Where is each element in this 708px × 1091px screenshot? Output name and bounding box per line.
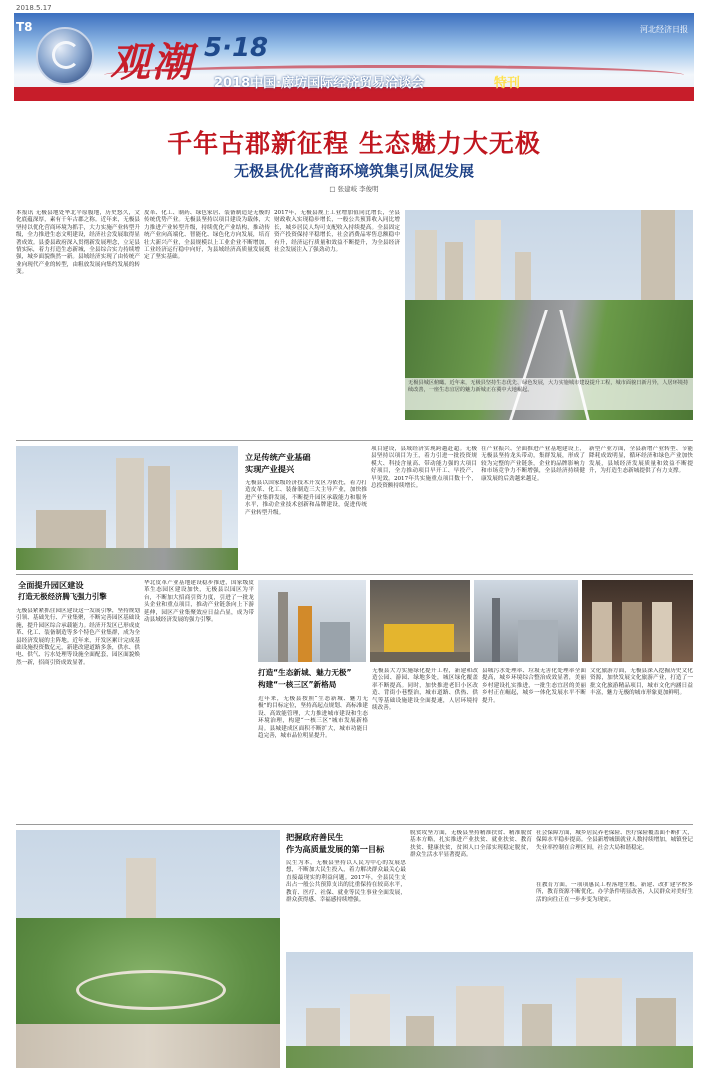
livelihood-text-3: 社会保障方面，城乡居民养老保险、医疗保险覆盖面不断扩大，保障水平稳步提高。全县新增城镇就业人数持续增加，城镇登记失业率控制在合理区间，社会大局和谐稳定。 <box>536 830 693 851</box>
section-heading-livelihood-1: 把握政府善民生 <box>286 832 344 842</box>
section-heading-industry-2: 实现产业提兴 <box>245 464 295 474</box>
page-number: T8 <box>16 20 33 34</box>
page-subtitle: 无极县优化营商环境筑集引凤促发展 <box>233 162 474 180</box>
expo-emblem-icon <box>36 27 94 85</box>
banner-subtitle: 2018中国·廊坊国际经济贸易洽谈会 <box>214 76 425 91</box>
banner-number: 5·18 <box>204 33 269 63</box>
ecology-text-1: 近年来，无极县按照“生态新城、魅力无极”的目标定位，坚持高起点规划、高标准建设、高效能管理，大力推进城市建设和生态环境治理，构建“一核三区”城市发展新格局。县城建成区面积不断扩大，城市功能日趋完善，城市品位明显提升。 <box>258 696 368 740</box>
factory-photo-3 <box>474 580 578 662</box>
new-city-skyline-photo <box>286 952 693 1068</box>
industry-text-1: 无极县以国家级经济技术开发区为依托，着力打造皮革、化工、装备制造三大主导产业，加快推进产业集群发展，不断提升园区承载能力和服务水平，推动企业技术创新和品牌建设，促进传统产业转型升级。 <box>245 480 367 516</box>
body-column-1: 本报讯 无极县地处华北平原腹地，历史悠久，文化底蕴深厚，素有千年古郡之称。近年来，无极县坚持以优化营商环境为抓手，大力实施产业转型升级，全力推进生态文明建设，经济社会发展取得显著成效。县委县政府深入贯彻新发展理念，立足县情实际，着力打造生态新城，全县综合实力持续增强，城乡面貌焕然一新。县域经济实现了由传统产业向现代产业的转型，由粗放发展向集约发展的转变。 <box>16 210 140 276</box>
livelihood-text-2: 脱贫攻坚方面，无极县坚持精准扶贫、精准脱贫基本方略，扎实推进产业扶贫、就业扶贫、教育扶贫、健康扶贫，贫困人口全部实现稳定脱贫，群众生活水平显著提高。 <box>410 830 532 859</box>
byline: □ 张建岐 李俊明 <box>329 185 379 193</box>
industrial-park-photo <box>16 446 238 570</box>
banner-word: 观潮 <box>110 39 194 86</box>
section-heading-park-2: 打造无极经济腾飞强力引擎 <box>18 592 107 601</box>
page-title: 千年古郡新征程 生态魅力大无极 <box>167 129 541 158</box>
masthead-banner <box>14 13 694 101</box>
residential-park-photo <box>16 830 280 1068</box>
newspaper-name: 河北经济日报 <box>640 25 688 34</box>
livelihood-text-4: 在教育方面，一项项惠民工程落地生根，新建、改扩建学校多所，教育资源不断优化，办学条件明显改善，人民群众对美好生活的向往正在一步步变为现实。 <box>536 882 693 903</box>
issue-date: 2018.5.17 <box>16 4 52 12</box>
section-heading-park-1: 全面提升园区建设 <box>18 580 84 590</box>
factory-photo-2 <box>370 580 470 662</box>
industry-text-3: 在产业振兴、全面推进产业基地建设上，无极县坚持龙头带动，集群发展，形成了较为完整的产业链条，企业的品牌影响力和市场竞争力不断增强，全县经济持续健康发展的后劲越来越足。 <box>481 446 585 482</box>
section-heading-ecology-1: 打造“生态新城、魅力无极” <box>258 668 352 677</box>
industry-text-4: 新型产业方面，全县新增产业转型、节能降耗成效明显，循环经济和绿色产业加快发展，县域经济发展质量和效益不断提升，为打造生态新城提供了有力支撑。 <box>589 446 693 475</box>
section-heading-livelihood-2: 作为高质量发展的第一目标 <box>286 844 385 854</box>
livelihood-text-1: 民生为本，无极县坚持以人民为中心的发展思想，不断加大民生投入，着力解决群众最关心最直接最现实的利益问题。2017年，全县民生支出占一般公共预算支出的比重保持在较高水平，教育、医疗、社保、就业等民生事业全面发展，群众获得感、幸福感持续增强。 <box>286 860 406 904</box>
banner-tag: 特刊 <box>494 76 521 91</box>
factory-photo-4 <box>582 580 693 662</box>
ecology-text-3: 县城污水处理率、垃圾无害化处理率全面提高，城乡环境综合整治成效显著，美丽乡村建设扎实推进，一批生态宜居的美丽乡村正在崛起，城乡一体化发展水平不断提升。 <box>482 668 586 704</box>
park-text-1: 无极县紧紧抓住园区建设这一发展引擎，坚持规划引领、基础先行、产业集聚，不断完善园区基础设施，提升园区综合承载能力。经济开发区已形成皮革、化工、装备制造等多个特色产业集群，成为全县经济发展的主阵地。近年来，开发区累计完成基础设施投资数亿元，新建改建道路多条，供水、供电、供气、污水处理等设施全面配套，园区面貌焕然一新，招商引资成效显著。 <box>16 608 140 666</box>
body-column-3: 2017年，无极县规上工业增加值同比增长，全县财政收入实现稳步增长，一般公共预算收入同比增长，城乡居民人均可支配收入持续提高。全县固定资产投资保持平稳增长，社会消费品零售总额稳中有升，经济运行质量和效益不断提升，为全县经济社会发展注入了强劲动力。 <box>274 210 400 254</box>
body-column-2: 皮革、化工、制药、绿色家居、装备制造是无极的传统优势产业。无极县坚持以项目建设为载体，大力推进产业转型升级，持续优化产业结构，推动传统产业向高端化、智能化、绿色化方向发展，培育壮大新兴产业，全县规模以上工业企业不断增加，工业经济运行稳中向好，为县域经济高质量发展奠定了坚实基础。 <box>144 210 270 261</box>
photo-caption: 无极县城区俯瞰。近年来，无极县坚持生态优先、绿色发展，大力实施城市建设提升工程，城市面貌日新月异，人居环境持续改善，一座生态宜居的魅力新城正在冀中大地崛起。 <box>405 378 693 410</box>
ecology-text-2: 无极县大力实施绿化提升工程，新建和改造公园、游园、绿地多处，城区绿化覆盖率不断提高。同时，加快推进老旧小区改造、背街小巷整治，城市道路、供热、供气等基础设施建设全面提速，人居环境持续改善。 <box>372 668 478 712</box>
ecology-text-4: 文化旅游方面，无极县深入挖掘历史文化资源，加快发展文化旅游产业，打造了一批文化旅游精品项目，城市文化内涵日益丰富，魅力无极的城市形象更加鲜明。 <box>590 668 693 697</box>
industry-text-2: 项目建设，县域经济实现跨越赶超。无极县坚持以项目为王，着力引进一批投资规模大、科技含量高、带动能力强的大项目好项目，全力推动项目早开工、早投产、早见效。2017年共实施重点项目数十个，总投资额持续增长。 <box>371 446 477 490</box>
factory-photo-1 <box>258 580 366 662</box>
section-heading-ecology-2: 构建“一核三区”新格局 <box>258 680 337 689</box>
park-text-2: 华北皮革产业基地建设稳步推进，国家级皮革生态园区建设加快，无极县以园区为平台，不断加大招商引资力度，引进了一批龙头企业和重点项目，推动产业链条向上下游延伸，园区产业集聚效应日益凸显，成为带动县域经济发展的强力引擎。 <box>144 580 254 624</box>
section-heading-industry-1: 立足传统产业基础 <box>245 452 311 462</box>
